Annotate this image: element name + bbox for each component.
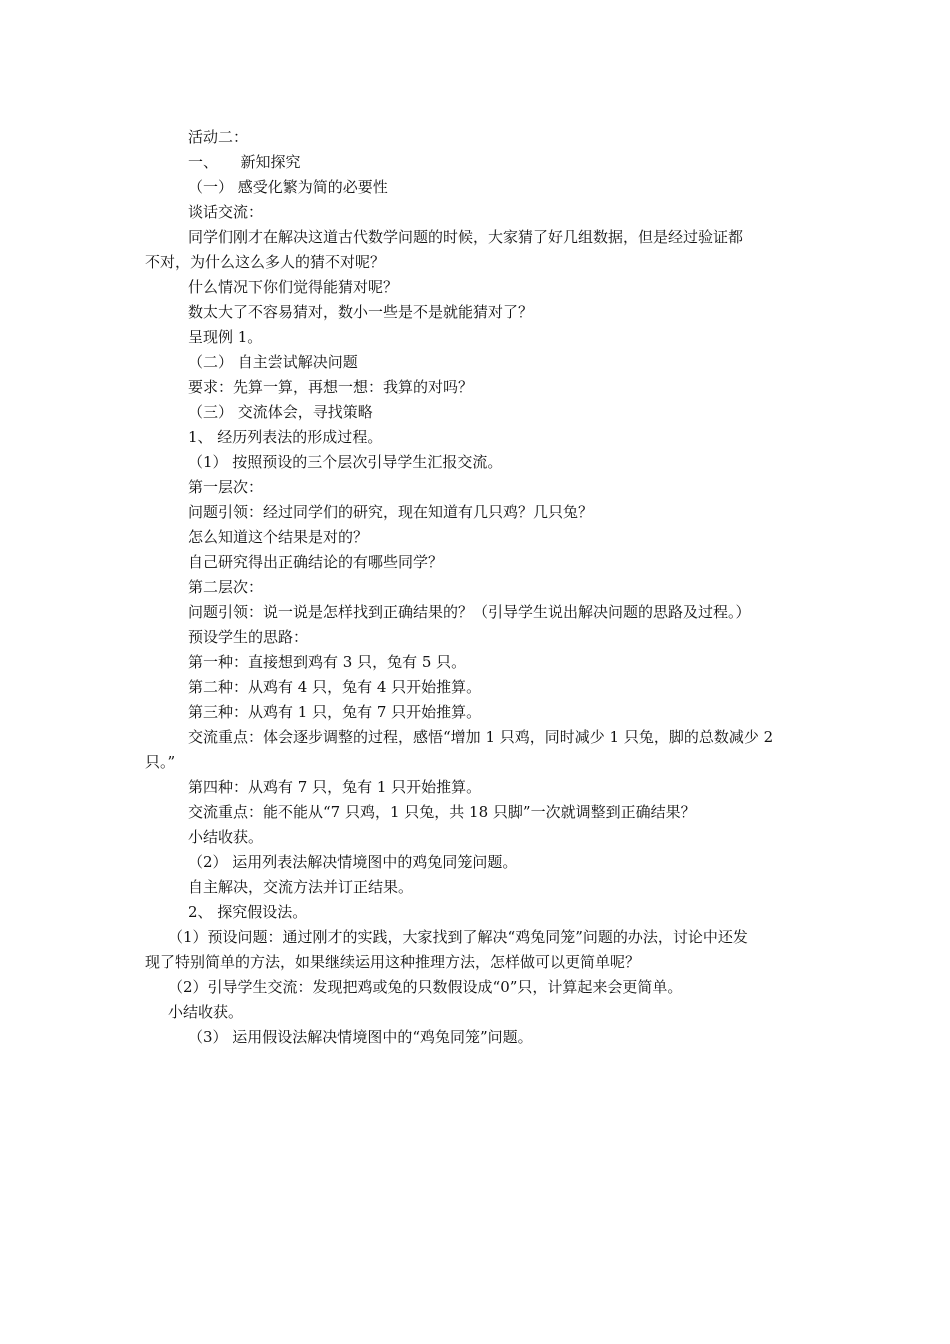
- text-line: （3） 运用假设法解决情境图中的“鸡兔同笼”问题。: [188, 1028, 533, 1046]
- text-line: （1）预设问题：通过刚才的实践，大家找到了解决“鸡兔同笼”问题的办法，讨论中还发: [168, 928, 748, 946]
- text-line: 现了特别简单的方法，如果继续运用这种推理方法，怎样做可以更简单呢？: [145, 953, 641, 971]
- text-line: （2）引导学生交流：发现把鸡或兔的只数假设成“0”只，计算起来会更简单。: [168, 978, 683, 996]
- text-line: 第一种：直接想到鸡有 3 只，兔有 5 只。: [188, 653, 467, 671]
- subsection-heading: （二） 自主尝试解决问题: [188, 353, 358, 371]
- subsection-heading: （一） 感受化繁为简的必要性: [188, 178, 388, 196]
- text-line: 交流重点：体会逐步调整的过程，感悟“增加 1 只鸡，同时减少 1 只兔，脚的总数减少 2: [188, 728, 774, 746]
- text-line: 什么情况下你们觉得能猜对呢？: [188, 278, 399, 296]
- text-line: 自己研究得出正确结论的有哪些同学？: [188, 553, 444, 571]
- text-line: 预设学生的思路：: [188, 628, 309, 646]
- section-heading: 一、 新知探究: [188, 153, 301, 171]
- text-line: （2） 运用列表法解决情境图中的鸡兔同笼问题。: [188, 853, 518, 871]
- text-line: （1） 按照预设的三个层次引导学生汇报交流。: [188, 453, 503, 471]
- text-line: 问题引领：说一说是怎样找到正确结果的？（引导学生说出解决问题的思路及过程。）: [188, 603, 751, 621]
- text-line: 呈现例 1。: [188, 328, 263, 346]
- text-line: 不对，为什么这么多人的猜不对呢？: [145, 253, 386, 271]
- text-line: 同学们刚才在解决这道古代数学问题的时候，大家猜了好几组数据，但是经过验证都: [188, 228, 744, 246]
- text-line: 第二种：从鸡有 4 只，兔有 4 只开始推算。: [188, 678, 482, 696]
- text-line: 第二层次：: [188, 578, 264, 596]
- text-line: 数太大了不容易猜对，数小一些是不是就能猜对了？: [188, 303, 534, 321]
- text-line: 小结收获。: [188, 828, 264, 846]
- text-line: 要求：先算一算，再想一想：我算的对吗？: [188, 378, 474, 396]
- subsection-heading: （三） 交流体会，寻找策略: [188, 403, 373, 421]
- text-line: 谈话交流：: [188, 203, 264, 221]
- text-line: 2、 探究假设法。: [188, 903, 308, 921]
- text-line: 第四种：从鸡有 7 只，兔有 1 只开始推算。: [188, 778, 482, 796]
- text-line: 1、 经历列表法的形成过程。: [188, 428, 383, 446]
- text-line: 问题引领：经过同学们的研究，现在知道有几只鸡？几只兔？: [188, 503, 594, 521]
- text-line: 交流重点：能不能从“7 只鸡，1 只兔，共 18 只脚”一次就调整到正确结果？: [188, 803, 696, 821]
- text-line: 怎么知道这个结果是对的？: [188, 528, 369, 546]
- text-line: 活动二：: [188, 128, 249, 146]
- text-line: 自主解决，交流方法并订正结果。: [188, 878, 414, 896]
- text-line: 小结收获。: [168, 1003, 244, 1021]
- text-line: 第一层次：: [188, 478, 264, 496]
- text-line: 只。”: [145, 753, 176, 771]
- text-line: 第三种：从鸡有 1 只，兔有 7 只开始推算。: [188, 703, 482, 721]
